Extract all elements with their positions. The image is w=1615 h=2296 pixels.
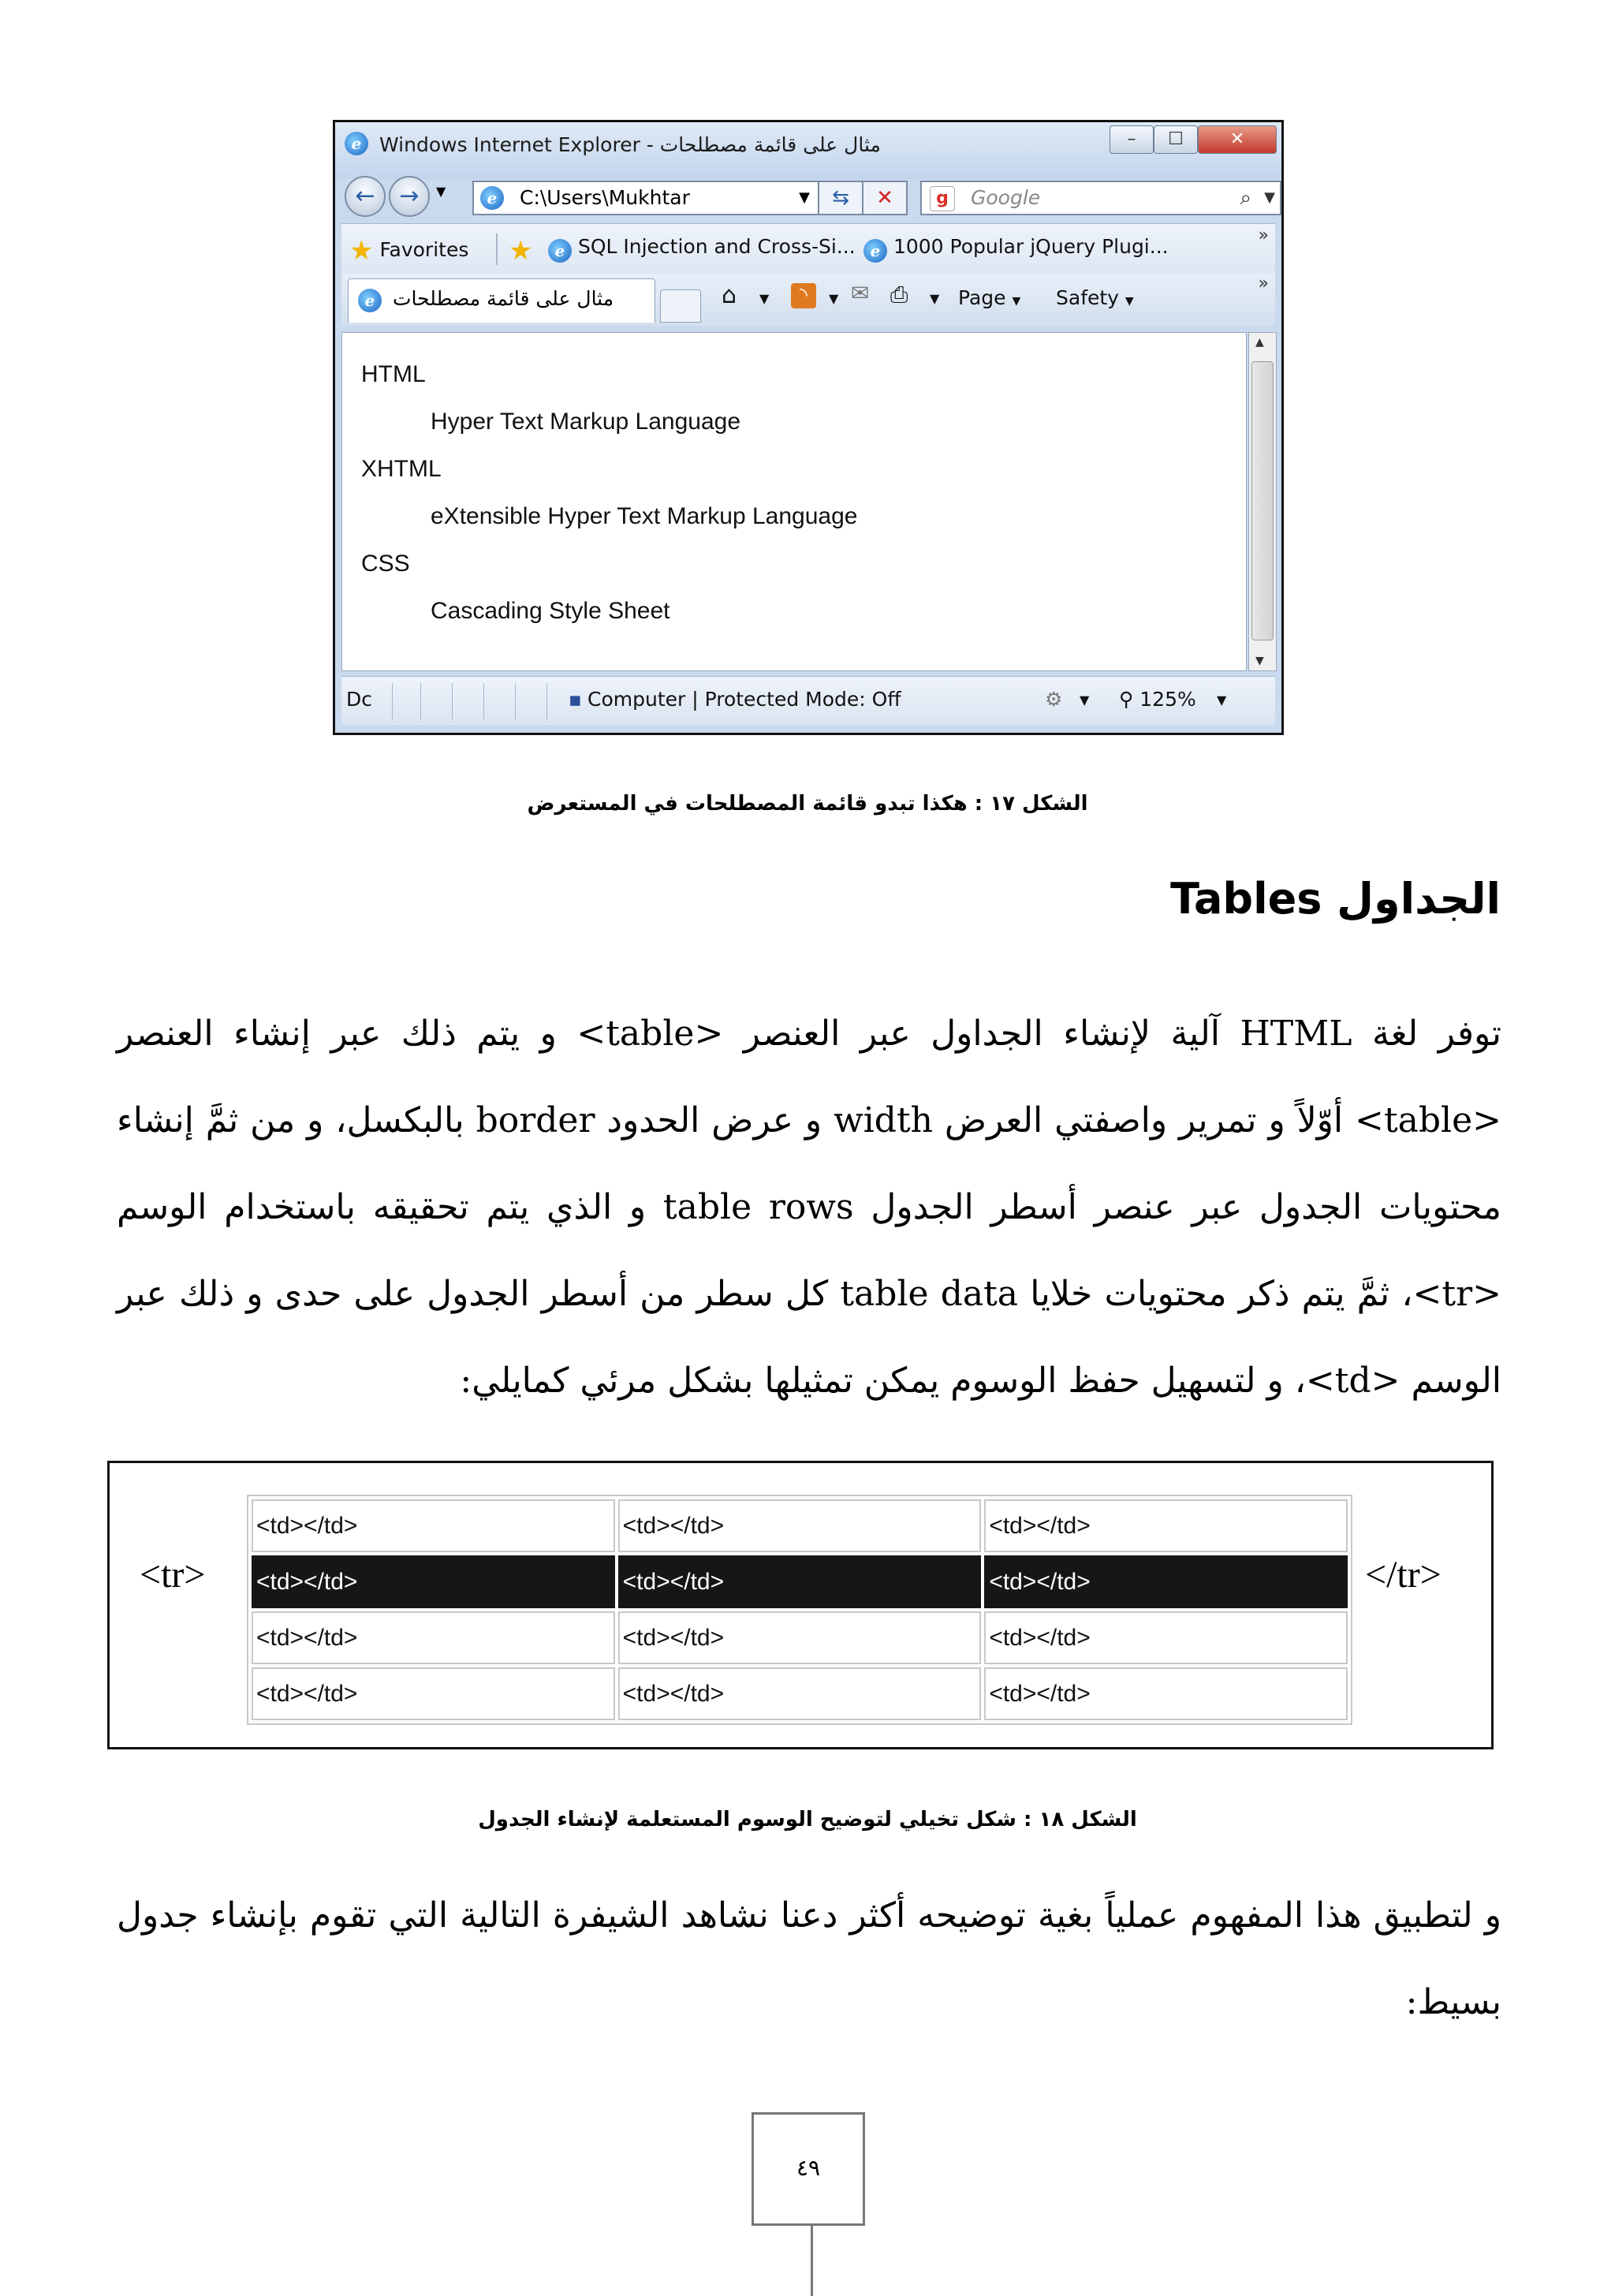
definition: eXtensible Hyper Text Markup Language — [431, 503, 858, 529]
print-dropdown-icon[interactable]: ▼ — [930, 291, 940, 306]
more-chevron-icon[interactable]: » — [1258, 226, 1269, 245]
mail-icon[interactable]: ✉ — [851, 280, 870, 306]
table-row — [252, 1611, 1348, 1664]
paragraph-1: توفر لغة HTML آلية لإنشاء الجداول عبر العنصر <table> و يتم ذلك عبر إنشاء العنصر <table> أوّلاً و تمرير واصفتي العرض width و عرض الحدود border بالبكسل، و من ثمَّ إنشاء محتويات الجدول عبر عنصر أسطر الجدول table rows و الذي يتم تحقيقه باستخدام الوسم <tr>، ثمَّ يتم ذكر محتويات خلايا table data كل سطر من أسطر الجدول على حدى و ذلك عبر الوسم <td>، و لتسهيل حفظ الوسوم يمكن تمثيلها بشكل مرئي كمايلي: — [117, 1014, 1502, 1401]
page-icon: e — [548, 239, 572, 263]
table-row — [252, 1667, 1348, 1720]
star-icon: ★ — [349, 235, 374, 267]
table-cell: <td></td> — [252, 1555, 615, 1608]
zone-dropdown-icon[interactable]: ▼ — [1080, 693, 1090, 707]
history-dropdown-icon[interactable]: ▼ — [436, 184, 446, 199]
figure-17-caption: الشكل ١٧ : هكذا تبدو قائمة المصطلحات في المستعرض — [527, 792, 1088, 816]
page-icon: e — [480, 186, 504, 210]
demo-table — [247, 1495, 1352, 1725]
table-cell: <td></td> — [252, 1499, 615, 1552]
protected-mode-icon[interactable]: ⚙ — [1045, 688, 1063, 711]
favorite-link-2[interactable]: e 1000 Popular jQuery Plugi... — [863, 235, 1169, 263]
table-cell: <td></td> — [984, 1499, 1348, 1552]
window-title: مثال على قائمة مصطلحات - Windows Internet Explorer — [379, 133, 881, 156]
google-icon: g — [930, 186, 955, 211]
tab-bar — [341, 274, 1275, 326]
term: CSS — [361, 551, 410, 577]
search-icon[interactable]: ⌕ — [1240, 186, 1251, 210]
computer-icon: ▪ — [569, 688, 582, 711]
table-cell: <td></td> — [984, 1667, 1348, 1720]
minimize-icon[interactable]: – — [1110, 125, 1154, 154]
definition: Cascading Style Sheet — [431, 598, 670, 624]
paragraph-2: و لتطبيق هذا المفهوم عملياً بغية توضيحه أكثر دعنا نشاهد الشيفرة التالية التي تقوم بإنشاء جدول بسيط: — [117, 1895, 1501, 2022]
ie-logo-icon: e — [345, 132, 368, 155]
figure-18-caption: الشكل ١٨ : شكل تخيلي لتوضيح الوسوم المستعلمة لإنشاء الجدول — [478, 1808, 1137, 1831]
home-icon[interactable]: ⌂ — [722, 282, 737, 309]
stop-icon[interactable]: ✕ — [863, 181, 908, 215]
search-input[interactable] — [920, 181, 1281, 215]
scroll-down-icon[interactable]: ▼ — [1255, 655, 1264, 667]
tab-title: مثال على قائمة مصطلحات — [393, 287, 614, 310]
search-placeholder: Google — [971, 186, 1041, 209]
browser-screenshot — [333, 120, 1284, 735]
term: XHTML — [361, 456, 442, 482]
window-controls — [1110, 125, 1277, 154]
forward-icon[interactable]: → — [389, 176, 430, 217]
vertical-scrollbar[interactable] — [1248, 332, 1277, 671]
search-dropdown-icon[interactable]: ▼ — [1264, 189, 1275, 206]
safety-menu[interactable]: Safety ▼ — [1056, 286, 1134, 309]
tr-open-tag: <tr> — [140, 1554, 206, 1596]
scroll-thumb[interactable] — [1251, 361, 1274, 640]
page-content — [341, 332, 1247, 671]
favorites-bar — [341, 223, 1275, 274]
back-icon[interactable]: ← — [345, 176, 386, 217]
favorites-button[interactable]: ★ Favorites — [349, 235, 469, 267]
section-title: الجداول Tables — [1170, 874, 1501, 924]
address-input[interactable] — [472, 181, 819, 215]
page-icon: e — [358, 289, 382, 312]
favorite-link-1[interactable]: e SQL Injection and Cross-Si... — [548, 235, 856, 263]
zoom-control[interactable]: ⚲ 125% — [1119, 688, 1196, 711]
table-row-highlighted — [252, 1555, 1348, 1608]
tab-active[interactable] — [348, 278, 655, 323]
home-dropdown-icon[interactable]: ▼ — [759, 291, 770, 306]
more-chevron-icon[interactable]: » — [1258, 274, 1269, 293]
zoom-dropdown-icon[interactable]: ▼ — [1217, 693, 1227, 707]
page-number: ٤٩ — [752, 2112, 865, 2226]
table-cell: <td></td> — [984, 1611, 1348, 1664]
table-tags-figure — [107, 1461, 1494, 1749]
tr-close-tag: </tr> — [1365, 1554, 1442, 1596]
table-cell: <td></td> — [252, 1667, 615, 1720]
title-bar — [335, 122, 1281, 179]
security-zone: Computer | Protected Mode: Off — [587, 688, 901, 711]
print-icon[interactable]: ⎙ — [890, 282, 908, 308]
page-icon: e — [863, 239, 887, 263]
table-cell: <td></td> — [984, 1555, 1348, 1608]
add-favorite-icon[interactable]: ★ — [509, 235, 533, 267]
status-bar — [341, 676, 1275, 725]
table-row — [252, 1499, 1348, 1552]
feeds-dropdown-icon[interactable]: ▼ — [829, 291, 839, 306]
scroll-up-icon[interactable]: ▲ — [1255, 336, 1264, 349]
table-cell: <td></td> — [252, 1611, 615, 1664]
address-bar-row — [341, 173, 1275, 217]
new-tab-button[interactable] — [660, 289, 701, 323]
maximize-icon[interactable]: ☐ — [1154, 125, 1198, 154]
definition: Hyper Text Markup Language — [431, 409, 741, 435]
refresh-icon[interactable]: ⇆ — [819, 181, 863, 215]
feeds-icon[interactable]: ◝ — [791, 283, 816, 308]
table-cell: <td></td> — [618, 1611, 982, 1664]
page-number-line — [811, 2226, 813, 2296]
table-cell: <td></td> — [618, 1667, 982, 1720]
table-cell: <td></td> — [618, 1499, 982, 1552]
page-menu[interactable]: Page ▼ — [958, 286, 1021, 309]
status-text: Dc — [346, 688, 372, 711]
close-icon[interactable]: ✕ — [1198, 125, 1277, 154]
address-dropdown-icon[interactable]: ▼ — [799, 189, 810, 206]
term: HTML — [361, 361, 426, 387]
address-text: C:\Users\Mukhtar — [520, 186, 690, 209]
table-cell: <td></td> — [618, 1555, 982, 1608]
